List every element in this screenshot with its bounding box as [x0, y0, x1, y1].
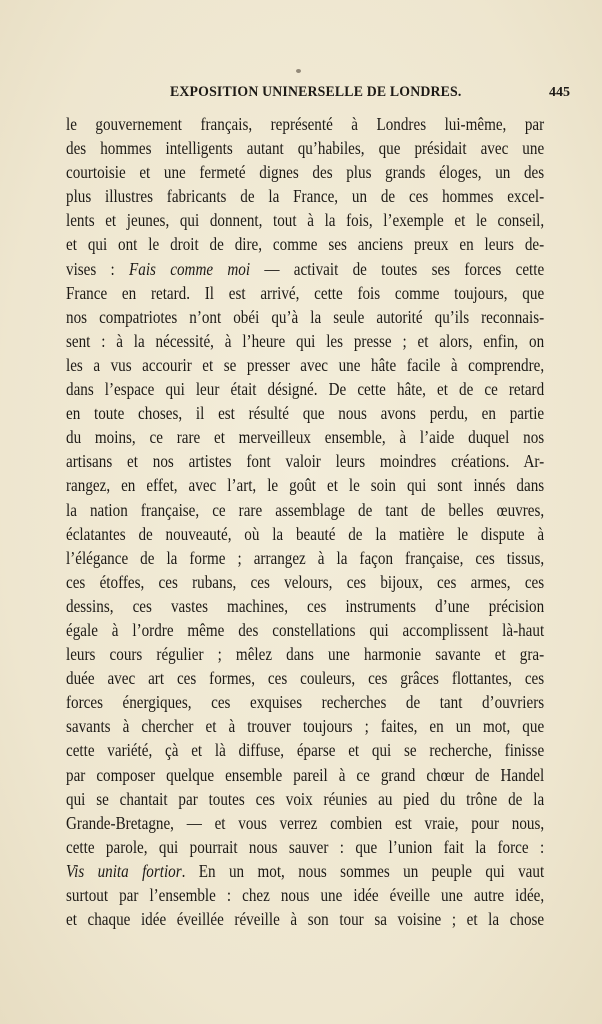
text-segment: nos compatriotes n’ont obéi qu’à la seule autorité qu’ils reconnais-	[66, 306, 545, 327]
page-number: 445	[549, 85, 570, 100]
text-segment: en toute choses, il est résulté que nous avons perdu, en partie	[66, 403, 545, 424]
italic-text: Fais comme moi	[129, 258, 251, 279]
text-segment: dans l’espace qui leur était désigné. De cette hâte, et de ce retard	[66, 379, 545, 400]
text-line	[66, 883, 544, 907]
ink-speck	[296, 69, 301, 73]
text-line	[66, 835, 544, 859]
text-line	[66, 594, 544, 618]
text-line	[66, 449, 544, 473]
text-segment: artisans et nos artistes font valoir leurs moindres créations. Ar-	[66, 451, 545, 472]
text-line	[66, 112, 544, 136]
text-line	[66, 329, 544, 353]
italic-text: Vis unita fortior	[66, 860, 182, 881]
text-segment: et qui ont le droit de dire, comme ses anciens preux en leurs de-	[66, 234, 545, 255]
text-segment: sent : à la nécessité, à l’heure qui les presse ; et alors, enfin, on	[66, 330, 545, 351]
text-line	[66, 136, 544, 160]
text-line	[66, 907, 544, 931]
text-line	[66, 787, 544, 811]
text-line	[66, 498, 544, 522]
text-segment: qui se chantait par toutes ces voix réunies au pied du trône de la	[66, 788, 545, 809]
text-segment: lents et jeunes, qui donnent, tout à la fois, l’exemple et le conseil,	[66, 210, 545, 231]
text-line	[66, 377, 544, 401]
text-segment: dessins, ces vastes machines, ces instruments d’une précision	[66, 595, 545, 616]
body-text	[66, 112, 544, 931]
text-line	[66, 232, 544, 256]
text-segment: plus illustres fabricants de la France, un de ces hommes excel-	[66, 186, 545, 207]
text-segment: cette parole, qui pourrait nous sauver : que l’union fait la force :	[66, 836, 545, 857]
text-segment: égale à l’ordre même des constellations qui accomplissent là-haut	[66, 619, 545, 640]
text-segment: Grande-Bretagne, — et vous verrez combien est vraie, pour nous,	[66, 812, 545, 833]
text-segment: cette variété, çà et là diffuse, éparse et qui se recherche, finisse	[66, 740, 545, 761]
text-line	[66, 353, 544, 377]
text-segment: vises :	[66, 258, 130, 279]
text-line	[66, 522, 544, 546]
text-segment: forces énergiques, ces exquises recherches de tant d’ouvriers	[66, 692, 545, 713]
text-line	[66, 473, 544, 497]
text-line	[66, 714, 544, 738]
text-segment: la nation française, ce rare assemblage de tant de belles œuvres,	[66, 499, 545, 520]
text-segment: France en retard. Il est arrivé, cette fois comme toujours, que	[66, 282, 545, 303]
text-line	[66, 859, 544, 883]
text-segment: ces étoffes, ces rubans, ces velours, ces bijoux, ces armes, ces	[66, 571, 545, 592]
text-segment: éclatantes de nouveauté, où la beauté de la matière le dispute à	[66, 523, 545, 544]
text-line	[66, 281, 544, 305]
text-line	[66, 546, 544, 570]
text-line	[66, 690, 544, 714]
text-line	[66, 257, 544, 281]
running-title: EXPOSITION UNINERSELLE DE LONDRES.	[170, 84, 462, 100]
text-line	[66, 208, 544, 232]
text-segment: rangez, en effet, avec l’art, le goût et le soin qui sont innés dans	[66, 475, 545, 496]
text-segment: duée avec art ces formes, ces couleurs, ces grâces flottantes, ces	[66, 668, 545, 689]
text-line	[66, 666, 544, 690]
text-line	[66, 642, 544, 666]
text-line	[66, 425, 544, 449]
text-segment: surtout par l’ensemble : chez nous une idée éveille une autre idée,	[66, 885, 545, 905]
page-header	[66, 84, 570, 108]
text-segment: du moins, ce rare et merveilleux ensemble, à l’aide duquel nos	[66, 427, 545, 448]
text-segment: — activait de toutes ses forces cette	[250, 258, 545, 279]
text-line	[66, 811, 544, 835]
text-segment: l’élégance de la forme ; arrangez à la façon française, ces tissus,	[66, 547, 545, 568]
text-line	[66, 184, 544, 208]
text-segment: courtoisie et une fermeté dignes des plus grands éloges, un des	[66, 162, 545, 183]
text-line	[66, 305, 544, 329]
text-line	[66, 618, 544, 642]
text-line	[66, 570, 544, 594]
text-line	[66, 738, 544, 762]
text-segment: leurs cours régulier ; mêlez dans une harmonie savante et gra-	[66, 644, 545, 665]
text-line	[66, 763, 544, 787]
text-segment: le gouvernement français, représenté à Londres lui-même, par	[66, 114, 545, 134]
text-segment: . En un mot, nous sommes un peuple qui vaut	[181, 860, 545, 881]
text-segment: et chaque idée éveillée réveille à son tour sa voisine ; et la chose	[66, 909, 545, 930]
text-segment: des hommes intelligents autant qu’habiles, que présidait avec une	[66, 138, 545, 159]
text-line	[66, 160, 544, 184]
text-segment: par composer quelque ensemble pareil à ce grand chœur de Handel	[66, 764, 545, 785]
text-segment: savants à chercher et à trouver toujours ; faites, en un mot, que	[66, 716, 545, 737]
text-segment: les a vus accourir et se presser avec une hâte facile à comprendre,	[66, 354, 545, 375]
text-line	[66, 401, 544, 425]
